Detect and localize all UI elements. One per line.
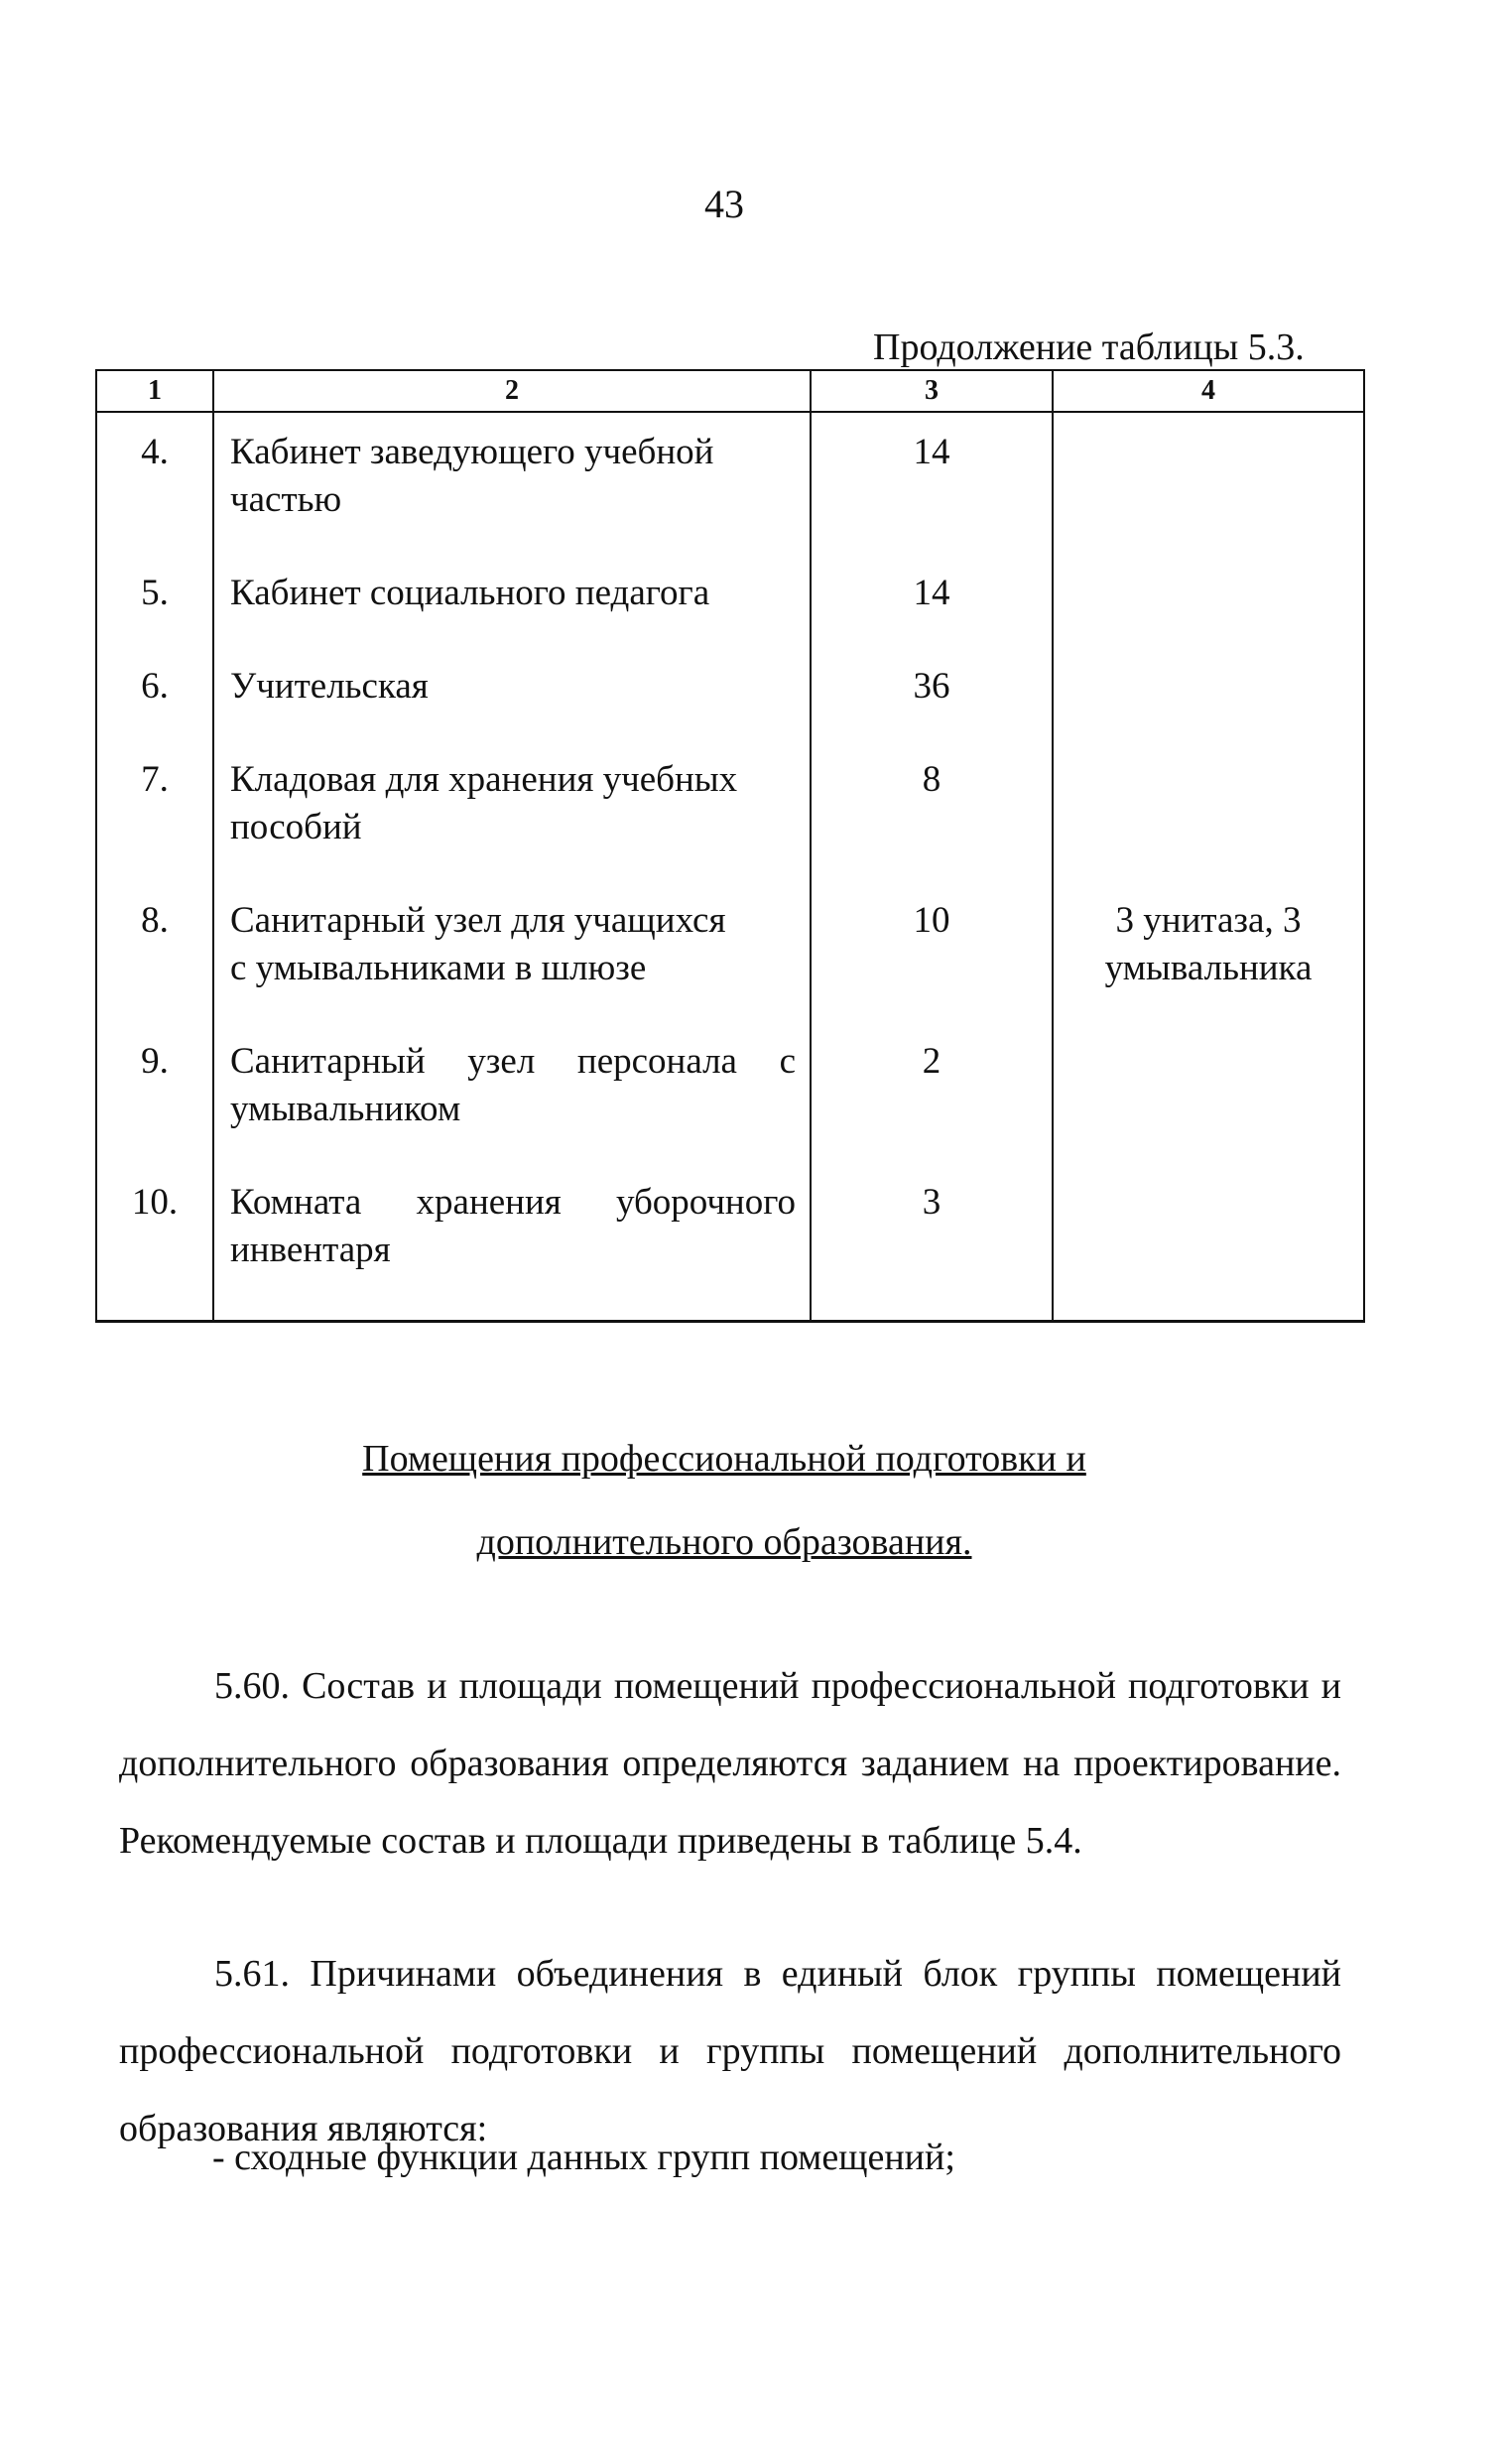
room-name-line1: Комната хранения уборочного — [230, 1182, 796, 1223]
room-name-line2: умывальником — [230, 1089, 461, 1129]
table-row — [96, 412, 1364, 524]
row-number: 5. — [96, 570, 213, 617]
row-number: 8. — [96, 897, 213, 992]
table-row — [96, 897, 1364, 992]
room-name-line1: Кабинет социального педагога — [230, 573, 710, 613]
paragraph-5-61 — [119, 1935, 1341, 2167]
room-name-line1: Санитарный узел персонала с — [230, 1041, 796, 1082]
room-note — [1053, 1038, 1364, 1133]
room-name-line1: Кладовая для хранения учебных — [230, 759, 738, 800]
room-note — [1053, 412, 1364, 524]
header-col-2: 2 — [213, 370, 811, 412]
section-heading-line1: Помещения профессиональной подготовки и — [362, 1438, 1086, 1480]
room-name-line2: инвентаря — [230, 1230, 391, 1270]
room-name — [213, 663, 811, 711]
row-number: 10. — [96, 1179, 213, 1274]
room-area: 10 — [811, 897, 1053, 992]
header-col-1: 1 — [96, 370, 213, 412]
row-number: 7. — [96, 756, 213, 851]
room-name-line1: Учительская — [230, 666, 429, 707]
row-number: 9. — [96, 1038, 213, 1133]
paragraph-5-61-text: 5.61. Причинами объединения в единый блок группы помещений профессиональной подготовки и группы помещений дополнительного образования являются: — [119, 1953, 1341, 2149]
room-name-line1: Кабинет заведующего учебной — [230, 432, 714, 472]
room-name-line1: Санитарный узел для учащихся — [230, 900, 726, 941]
room-name-line2: частью — [230, 479, 342, 520]
room-note — [1053, 663, 1364, 711]
room-area: 36 — [811, 663, 1053, 711]
row-number: 4. — [96, 412, 213, 524]
table-row — [96, 1179, 1364, 1274]
room-note — [1053, 756, 1364, 851]
room-name — [213, 412, 811, 524]
row-number: 6. — [96, 663, 213, 711]
room-note — [1053, 570, 1364, 617]
table-row — [96, 756, 1364, 851]
paragraph-5-60-text: 5.60. Состав и площади помещений профессиональной подготовки и дополнительного образования определяются заданием на проектирование. Рекомендуемые состав и площади приведены в таблице 5.4. — [119, 1665, 1341, 1862]
room-note — [1053, 897, 1364, 992]
room-name — [213, 1038, 811, 1133]
rooms-table — [95, 369, 1365, 1323]
bullet-item: - сходные функции данных групп помещений; — [212, 2137, 955, 2178]
table-continuation-caption: Продолжение таблицы 5.3. — [873, 326, 1305, 368]
header-col-3: 3 — [811, 370, 1053, 412]
paragraph-5-60 — [119, 1647, 1341, 1880]
section-heading-line2: дополнительного образования. — [476, 1521, 972, 1563]
page-number: 43 — [704, 182, 744, 226]
room-area: 8 — [811, 756, 1053, 851]
room-note-line2: умывальника — [1104, 948, 1313, 988]
room-area: 14 — [811, 412, 1053, 524]
table-row — [96, 1038, 1364, 1133]
table-row — [96, 570, 1364, 617]
room-name-line2: с умывальниками в шлюзе — [230, 948, 647, 988]
room-note-line1: 3 унитаза, 3 — [1115, 900, 1302, 941]
header-col-4: 4 — [1053, 370, 1364, 412]
room-name — [213, 897, 811, 992]
room-name — [213, 1179, 811, 1274]
room-name-line2: пособий — [230, 807, 362, 847]
table-header-row — [96, 370, 1364, 412]
room-area: 2 — [811, 1038, 1053, 1133]
room-name — [213, 570, 811, 617]
room-name — [213, 756, 811, 851]
room-area: 14 — [811, 570, 1053, 617]
table-row — [96, 663, 1364, 711]
room-area: 3 — [811, 1179, 1053, 1274]
room-note — [1053, 1179, 1364, 1274]
